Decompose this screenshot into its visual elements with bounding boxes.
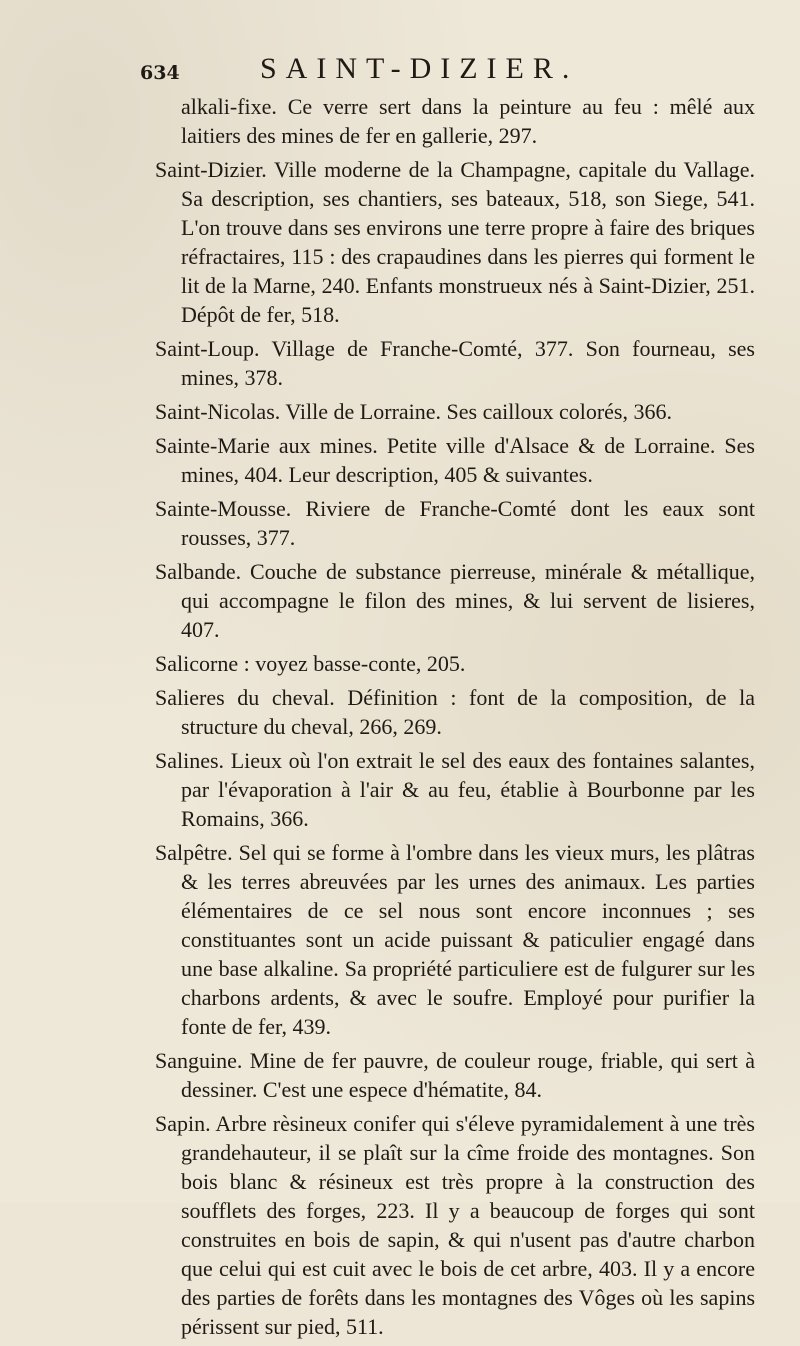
entry-headword: Saint-Dizier.	[155, 157, 267, 182]
index-text	[155, 92, 755, 1346]
entry-text: Village de Franche-Comté, 377. Son fourneau, ses mines, 378.	[181, 336, 755, 390]
entry-headword: Salieres du cheval.	[155, 685, 335, 710]
running-title: SAINT-DIZIER.	[260, 52, 579, 85]
entry-headword: Salpêtre.	[155, 840, 233, 865]
entry-headword: Salbande.	[155, 559, 242, 584]
entry-headword: Sainte-Mousse.	[155, 496, 292, 521]
index-entry-sanguine	[155, 1046, 755, 1104]
entry-text: Mine de fer pauvre, de couleur rouge, friable, qui sert à dessiner. C'est une espece d'hématite, 84.	[181, 1048, 755, 1102]
entry-text: Définition : font de la composition, de la structure du cheval, 266, 269.	[181, 685, 755, 739]
entry-headword: Sanguine.	[155, 1048, 243, 1073]
page-header	[140, 52, 760, 84]
index-entry-salicorne	[155, 649, 755, 678]
entry-text: Ville moderne de la Champagne, capitale du Vallage. Sa description, ses chantiers, ses bateaux, 518, son Siege, 541. L'on trouve dans ses environs une terre propre à faire des briques réfractaires, 115 : des crapaudines dans les pierres qui forment le lit de la Marne, 240. Enfants monstrueux nés à Saint-Dizier, 251. Dépôt de fer, 518.	[181, 157, 755, 327]
index-entry-saint-dizier	[155, 155, 755, 329]
entry-text: Couche de substance pierreuse, minérale & métallique, qui accompagne le filon des mines, & lui servent de lisieres, 407.	[181, 559, 755, 642]
entry-headword: Sainte-Marie aux mines.	[155, 433, 378, 458]
index-entry-sapin	[155, 1109, 755, 1341]
entry-headword: Saint-Nicolas.	[155, 399, 281, 424]
entry-headword: Saint-Loup.	[155, 336, 260, 361]
page-number: 634	[140, 62, 180, 84]
index-entry-salines	[155, 746, 755, 833]
entry-text: Sel qui se forme à l'ombre dans les vieux murs, les plâtras & les terres abreuvées par les urnes des animaux. Les parties élémentaires de ce sel nous sont encore inconnues ; ses constituantes sont un acide puissant & paticulier engagé dans une base alkaline. Sa propriété particuliere est de fulgurer sur les charbons ardents, & avec le soufre. Employé pour purifier la fonte de fer, 439.	[181, 840, 755, 1039]
index-entry-continuation	[155, 92, 755, 150]
index-entry-sainte-marie	[155, 431, 755, 489]
entry-headword: Salicorne	[155, 651, 239, 676]
index-entry-salbande	[155, 557, 755, 644]
entry-text: Riviere de Franche-Comté dont les eaux sont rousses, 377.	[181, 496, 755, 550]
entry-headword: Sapin.	[155, 1111, 211, 1136]
entry-text: Ville de Lorraine. Ses cailloux colorés, 366.	[280, 399, 672, 424]
index-entry-saint-loup	[155, 334, 755, 392]
entry-text: Lieux où l'on extrait le sel des eaux des fontaines salantes, par l'évaporation à l'air & au feu, établie à Bourbonne par les Romains, 366.	[181, 748, 755, 831]
index-entry-salpetre	[155, 838, 755, 1041]
entry-text: Petite ville d'Alsace & de Lorraine. Ses mines, 404. Leur description, 405 & suivantes.	[181, 433, 755, 487]
entry-headword: Salines.	[155, 748, 225, 773]
index-entry-saint-nicolas	[155, 397, 755, 426]
entry-text: alkali-fixe. Ce verre sert dans la peinture au feu : mêlé aux laitiers des mines de fer en gallerie, 297.	[181, 94, 755, 148]
index-entry-sainte-mousse	[155, 494, 755, 552]
index-entry-salieres	[155, 683, 755, 741]
entry-text: Arbre rèsineux conifer qui s'éleve pyramidalement à une très grandehauteur, il se plaît sur la cîme froide des montagnes. Son bois blanc & résineux est très propre à la construction des soufflets des forges, 223. Il y a beaucoup de forges qui sont construites en bois de sapin, & qui n'usent pas d'autre charbon que celui qui est cuit avec le bois de cet arbre, 403. Il y a encore des parties de forêts dans les montagnes des Vôges où les sapins périssent sur pied, 511.	[181, 1111, 755, 1339]
entry-text: : voyez basse-conte, 205.	[238, 651, 466, 676]
